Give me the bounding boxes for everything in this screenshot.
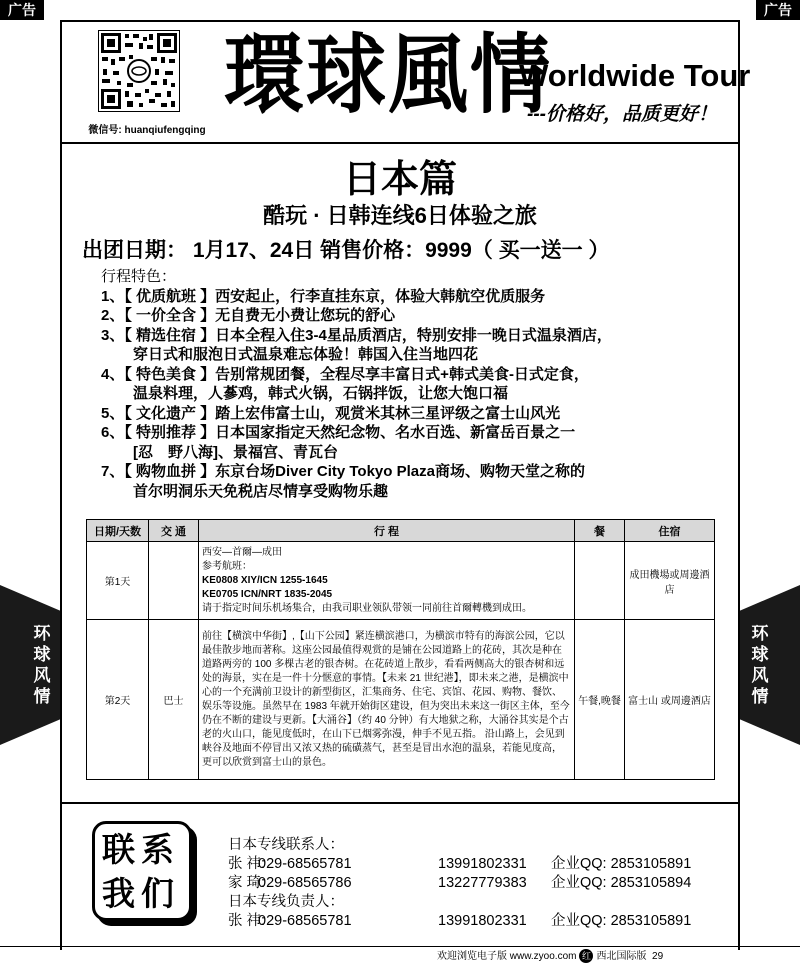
- contact-heading: 日本专线负责人：: [228, 894, 344, 910]
- brand-english: Worldwide Tour: [519, 58, 751, 93]
- hotel-cell: 富士山 或周邊酒店: [625, 620, 715, 780]
- table-row: [87, 542, 715, 620]
- feature-item: 5、【 文化遗产 】踏上宏伟富士山，观赏米其林三星评级之富士山风光: [101, 404, 561, 422]
- col-header-hotel: 住宿: [625, 520, 715, 542]
- footer-rule: [0, 946, 800, 947]
- wechat-id: 微信号: huanqiufengqing: [88, 125, 206, 136]
- feature-item: 3、【 精选住宿 】日本全程入住3-4星品质酒店，特别安排一晚日式温泉酒店， 穿日式和服泡日式温泉难忘体验！韩国入住当地四花: [101, 326, 612, 363]
- feature-item: 7、【 购物血拼 】东京台场Diver City Tokyo Plaza商场、购物天堂之称的 首尔明洞乐天免税店尽情享受购物乐趣: [101, 463, 585, 500]
- features-list: [101, 267, 741, 501]
- col-header-transport: 交 通: [149, 520, 199, 542]
- meal-cell: [575, 542, 625, 620]
- contact-row: 张 祎:029-68565781 13991802331 企业QQ: 2853105891: [228, 913, 692, 929]
- footer: [437, 947, 663, 963]
- header-rule: [60, 142, 740, 144]
- contact-heading: 日本专线联系人：: [228, 837, 344, 853]
- side-label-left: 环球风情: [33, 624, 51, 706]
- features-heading: 行程特色：: [101, 268, 177, 285]
- footer-link[interactable]: 欢迎浏览电子版 www.zyoo.com: [437, 951, 577, 962]
- side-label-right: 环球风情: [751, 624, 769, 706]
- top-rule: [60, 20, 740, 22]
- ad-label-right: 广告: [756, 0, 800, 20]
- table-header-row: [87, 520, 715, 542]
- route-cell: 前往【横滨中华街】,【山下公园】紧连横滨港口，为横滨市特有的海滨公园，它以最佳散步地而著称。这座公园最值得观赏的是铺在公园道路上的花砖，其次是种在道路两旁的 100 多棵古老的银杏树。在花砖道上散步，看看两侧高大的银杏树和远处的海景，实在是一件十分惬意的事情。【未来 21 世纪港】，即未来之港，是横滨中心的一个充满前卫设计的新型街区，汇集商务、住宅、宾馆、花园、购物、餐饮、娱乐等设施。虽然早在 1983 年就开始街区建设，但为突出未来这一街区主体，至今仍在不断的建设与更新。【大涌谷】（约 40 分钟）有大地狱之称，大涌谷其实是个古老的火山口，能见度低时，在山下已烟雾弥漫，伸手不见五指。 沿山路上，会见到峡谷及地面不停冒出又浓又热的硫磺蒸气，甚至是冒出水泡的温泉，若能见度高，更可以欣赏到富士山的景色。: [199, 620, 575, 780]
- contact-row: 张 祎:029-68565781 13991802331 企业QQ: 2853105891: [228, 856, 692, 872]
- feature-item: 6、【 特别推荐 】日本国家指定天然纪念物、名水百选、新富岳百景之一 [忍 野八海]、景福宫、青瓦台: [101, 424, 576, 461]
- feature-item: 1、【 优质航班 】西安起止，行李直挂东京，体验大韩航空优质服务: [101, 287, 546, 305]
- route-cell: 西安—首爾—成田 参考航班： KE0808 XIY/ICN 1255-1645 KE0705 ICN/NRT 1835-2045 请于指定时间乐机场集合，由我司职业领队带领一同前往首爾轉機到成田。: [199, 542, 575, 620]
- contact-list: [228, 836, 691, 931]
- transport-cell: [149, 542, 199, 620]
- feature-item: 4、【 特色美食 】告别常规团餐，全程尽享丰富日式+韩式美食-日式定食， 温泉料理，人蔘鸡，韩式火锅，石锅拌饭，让您大饱口福: [101, 365, 589, 402]
- brand-logo: 環球風情: [224, 26, 552, 123]
- meal-cell: 午餐,晚餐: [575, 620, 625, 780]
- contact-us-label: 联系我们: [102, 831, 180, 912]
- ad-label-left: 广告: [0, 0, 44, 20]
- contact-row: 家 琦:029-68565786 13227779383 企业QQ: 2853105894: [228, 875, 692, 891]
- feature-item: 2、【 一价全含 】无自费无小费让您玩的舒心: [101, 307, 396, 324]
- col-header-meal: 餐: [575, 520, 625, 542]
- tour-subtitle: 酷玩 · 日韩连线6日体验之旅: [263, 203, 537, 228]
- col-header-day: 日期/天数: [87, 520, 149, 542]
- edition-name: 西北国际版: [596, 951, 647, 962]
- slogan: ---价格好，品质更好！: [527, 104, 717, 125]
- contact-rule: [60, 802, 740, 804]
- date-price-line: 出团日期： 1月17、24日 销售价格：9999（ 买一送一 ）: [82, 239, 610, 262]
- col-header-route: 行 程: [199, 520, 575, 542]
- table-row: [87, 620, 715, 780]
- day-cell: 第1天: [87, 542, 149, 620]
- hotel-cell: 成田機場或周邊酒店: [625, 542, 715, 620]
- page-title: 日本篇: [342, 159, 457, 201]
- page-number: 29: [652, 951, 664, 962]
- day-cell: 第2天: [87, 620, 149, 780]
- transport-cell: 巴士: [149, 620, 199, 780]
- itinerary-table: [86, 519, 715, 780]
- qr-code[interactable]: [98, 30, 180, 112]
- edition-badge: 红: [579, 949, 593, 963]
